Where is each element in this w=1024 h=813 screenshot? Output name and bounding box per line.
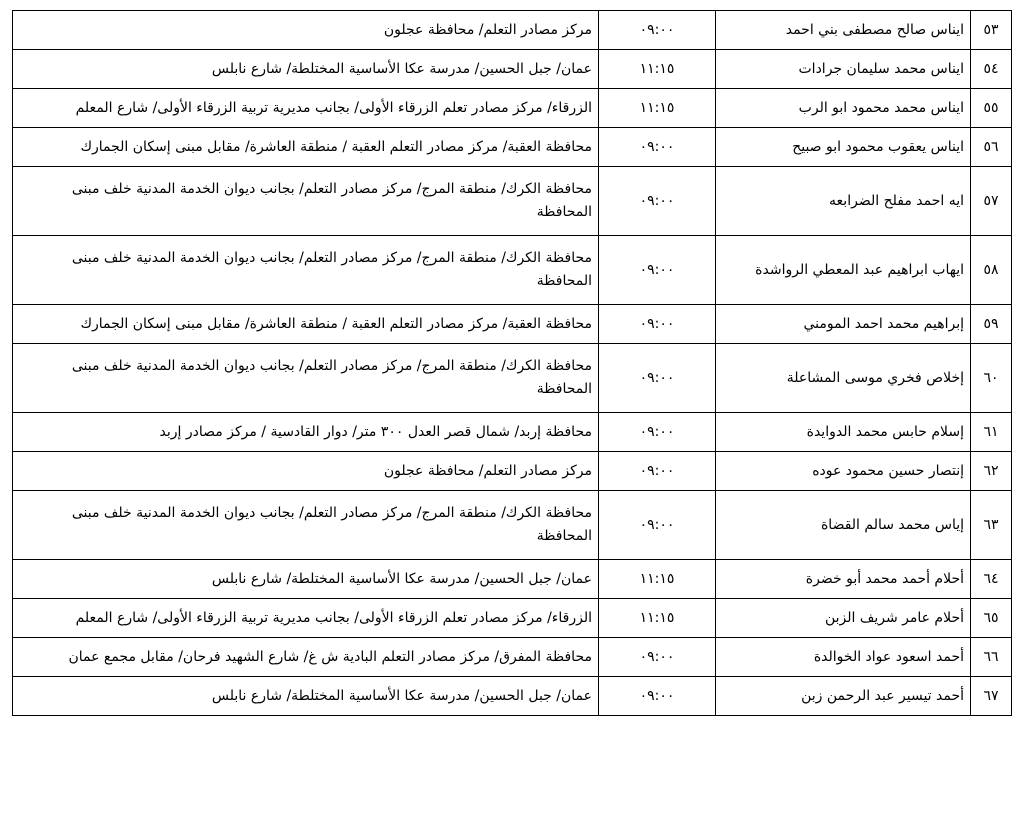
row-number: ٥٥	[971, 89, 1012, 128]
table-row	[13, 560, 1012, 599]
exam-location: محافظة إربد/ شمال قصر العدل ٣٠٠ متر/ دوار القادسية / مركز مصادر إربد	[13, 413, 599, 452]
person-name: ايناس صالح مصطفى بني احمد	[716, 11, 971, 50]
session-time: ١١:١٥	[599, 50, 716, 89]
session-time: ٠٩:٠٠	[599, 638, 716, 677]
table-row	[13, 305, 1012, 344]
table-row	[13, 638, 1012, 677]
row-number: ٦٦	[971, 638, 1012, 677]
person-name: إخلاص فخري موسى المشاعلة	[716, 344, 971, 413]
session-time: ١١:١٥	[599, 89, 716, 128]
row-number: ٦٣	[971, 491, 1012, 560]
person-name: إسلام حابس محمد الدوايدة	[716, 413, 971, 452]
row-number: ٥٣	[971, 11, 1012, 50]
exam-location: محافظة الكرك/ منطقة المرج/ مركز مصادر التعلم/ بجانب ديوان الخدمة المدنية خلف مبنى المحافظة	[13, 491, 599, 560]
table-row	[13, 50, 1012, 89]
person-name: ايناس محمد سليمان جرادات	[716, 50, 971, 89]
row-number: ٦٤	[971, 560, 1012, 599]
row-number: ٥٧	[971, 167, 1012, 236]
person-name: إياس محمد سالم القضاة	[716, 491, 971, 560]
table-row	[13, 236, 1012, 305]
exam-location: عمان/ جبل الحسين/ مدرسة عكا الأساسية المختلطة/ شارع نابلس	[13, 50, 599, 89]
row-number: ٥٨	[971, 236, 1012, 305]
row-number: ٦٧	[971, 677, 1012, 716]
person-name: ايناس محمد محمود ابو الرب	[716, 89, 971, 128]
exam-location: محافظة العقبة/ مركز مصادر التعلم العقبة / منطقة العاشرة/ مقابل مبنى إسكان الجمارك	[13, 128, 599, 167]
table-row	[13, 11, 1012, 50]
person-name: ايناس يعقوب محمود ابو صبيح	[716, 128, 971, 167]
person-name: ايهاب ابراهيم عبد المعطي الرواشدة	[716, 236, 971, 305]
person-name: ايه احمد مفلح الضرابعه	[716, 167, 971, 236]
session-time: ٠٩:٠٠	[599, 11, 716, 50]
exam-location: مركز مصادر التعلم/ محافظة عجلون	[13, 452, 599, 491]
exam-location: محافظة المفرق/ مركز مصادر التعلم البادية ش غ/ شارع الشهيد فرحان/ مقابل مجمع عمان	[13, 638, 599, 677]
exam-location: محافظة الكرك/ منطقة المرج/ مركز مصادر التعلم/ بجانب ديوان الخدمة المدنية خلف مبنى المحافظة	[13, 167, 599, 236]
table-row	[13, 128, 1012, 167]
person-name: أحلام عامر شريف الزبن	[716, 599, 971, 638]
table-row	[13, 413, 1012, 452]
table-row	[13, 452, 1012, 491]
session-time: ١١:١٥	[599, 560, 716, 599]
row-number: ٥٤	[971, 50, 1012, 89]
row-number: ٥٦	[971, 128, 1012, 167]
table-row	[13, 599, 1012, 638]
row-number: ٦١	[971, 413, 1012, 452]
table-row	[13, 491, 1012, 560]
session-time: ٠٩:٠٠	[599, 236, 716, 305]
session-time: ٠٩:٠٠	[599, 491, 716, 560]
table-row	[13, 677, 1012, 716]
exam-location: محافظة الكرك/ منطقة المرج/ مركز مصادر التعلم/ بجانب ديوان الخدمة المدنية خلف مبنى المحافظة	[13, 236, 599, 305]
exam-location: مركز مصادر التعلم/ محافظة عجلون	[13, 11, 599, 50]
exam-location: الزرقاء/ مركز مصادر تعلم الزرقاء الأولى/ بجانب مديرية تربية الزرقاء الأولى/ شارع المعلم	[13, 599, 599, 638]
schedule-table	[12, 10, 1012, 716]
table-row	[13, 89, 1012, 128]
table-row	[13, 167, 1012, 236]
session-time: ٠٩:٠٠	[599, 344, 716, 413]
table-row	[13, 344, 1012, 413]
session-time: ١١:١٥	[599, 599, 716, 638]
person-name: إنتصار حسين محمود عوده	[716, 452, 971, 491]
person-name: أحمد اسعود عواد الخوالدة	[716, 638, 971, 677]
session-time: ٠٩:٠٠	[599, 305, 716, 344]
exam-location: الزرقاء/ مركز مصادر تعلم الزرقاء الأولى/ بجانب مديرية تربية الزرقاء الأولى/ شارع المعلم	[13, 89, 599, 128]
exam-location: عمان/ جبل الحسين/ مدرسة عكا الأساسية المختلطة/ شارع نابلس	[13, 677, 599, 716]
row-number: ٦٠	[971, 344, 1012, 413]
person-name: أحمد تيسير عبد الرحمن زبن	[716, 677, 971, 716]
row-number: ٦٥	[971, 599, 1012, 638]
person-name: أحلام أحمد محمد أبو خضرة	[716, 560, 971, 599]
session-time: ٠٩:٠٠	[599, 413, 716, 452]
row-number: ٥٩	[971, 305, 1012, 344]
row-number: ٦٢	[971, 452, 1012, 491]
session-time: ٠٩:٠٠	[599, 452, 716, 491]
exam-location: محافظة الكرك/ منطقة المرج/ مركز مصادر التعلم/ بجانب ديوان الخدمة المدنية خلف مبنى المحافظة	[13, 344, 599, 413]
session-time: ٠٩:٠٠	[599, 167, 716, 236]
session-time: ٠٩:٠٠	[599, 128, 716, 167]
session-time: ٠٩:٠٠	[599, 677, 716, 716]
exam-location: محافظة العقبة/ مركز مصادر التعلم العقبة / منطقة العاشرة/ مقابل مبنى إسكان الجمارك	[13, 305, 599, 344]
exam-location: عمان/ جبل الحسين/ مدرسة عكا الأساسية المختلطة/ شارع نابلس	[13, 560, 599, 599]
person-name: إبراهيم محمد احمد المومني	[716, 305, 971, 344]
